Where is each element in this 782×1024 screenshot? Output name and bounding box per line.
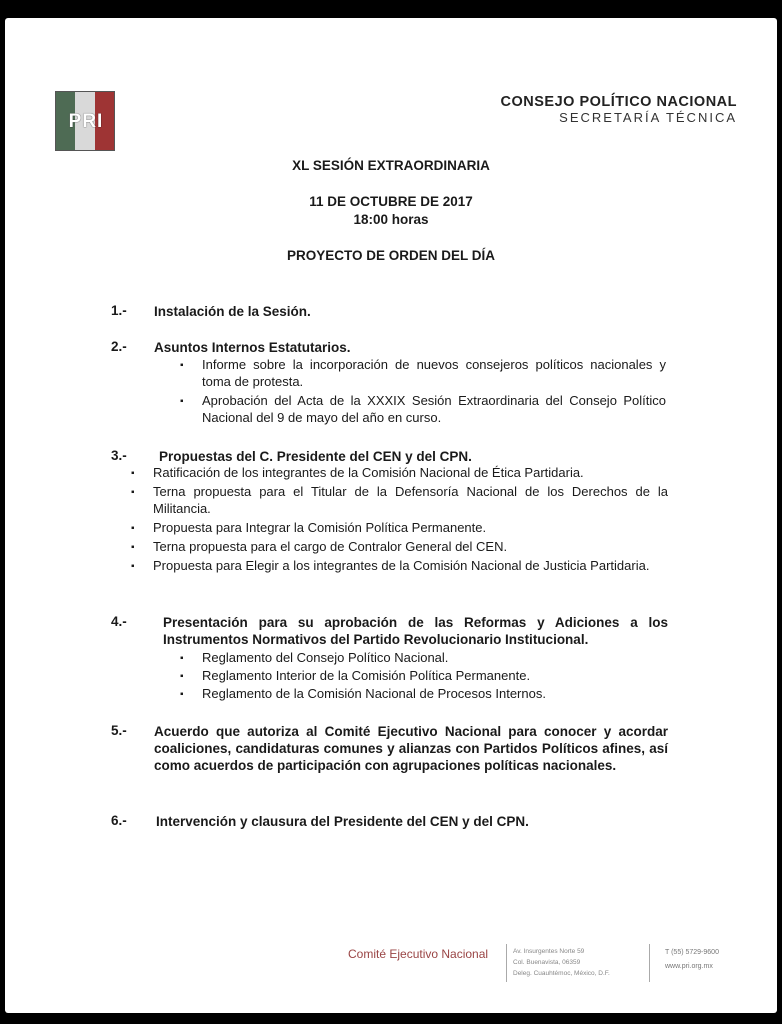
footer-phone: T (55) 5729-9600 (665, 949, 719, 956)
footer-address: Av. Insurgentes Norte 59 Col. Buenavista, 06359 Deleg. Cuauhtémoc, México, D.F. (513, 948, 610, 977)
footer-org: Comité Ejecutivo Nacional (348, 947, 489, 961)
list-item: ▪ Reglamento del Consejo Político Nacional. (180, 650, 668, 668)
list-item: ▪ Propuesta para Elegir a los integrantes de la Comisión Nacional de Justicia Partidaria. (131, 558, 668, 576)
bottom-black-bar (0, 1017, 782, 1024)
item-number: 3.- (111, 448, 127, 463)
item-number: 6.- (111, 813, 127, 828)
footer-website[interactable]: www.pri.org.mx (665, 963, 713, 970)
bullet-icon: ▪ (131, 468, 135, 479)
bullet-icon: ▪ (131, 523, 135, 534)
item-number: 5.- (111, 723, 127, 738)
item-title: Acuerdo que autoriza al Comité Ejecutivo Nacional para conocer y acordar coaliciones, candidaturas comunes y alianzas con Partidos Políticos afines, así como acuerdos de participación con agrupaciones políticas nacionales. (154, 724, 668, 773)
item-number: 2.- (111, 339, 127, 354)
bullet-icon: ▪ (180, 360, 184, 371)
list-item: ▪ Reglamento Interior de la Comisión Política Permanente. (180, 668, 668, 686)
item-title: Asuntos Internos Estatutarios. (154, 340, 351, 355)
bullet-icon: ▪ (180, 671, 184, 682)
session-time: 18:00 horas (353, 212, 429, 227)
list-item: ▪ Propuesta para Integrar la Comisión Política Permanente. (131, 520, 668, 538)
agenda-title: PROYECTO DE ORDEN DEL DÍA (286, 248, 496, 263)
item-number: 4.- (111, 614, 127, 629)
org-department: SECRETARÍA TÉCNICA (559, 110, 737, 125)
list-item: ▪ Reglamento de la Comisión Nacional de Procesos Internos. (180, 686, 668, 704)
list-item: ▪ Aprobación del Acta de la XXXIX Sesión Extraordinaria del Consejo Político Nacional del 9 de mayo del año en curso. (180, 393, 666, 425)
bullet-icon: ▪ (180, 653, 184, 664)
session-date: 11 DE OCTUBRE DE 2017 (309, 194, 473, 209)
item-title: Instalación de la Sesión. (154, 304, 311, 319)
list-item: ▪ Ratificación de los integrantes de la Comisión Nacional de Ética Partidaria. (131, 465, 668, 483)
bullet-icon: ▪ (131, 542, 135, 553)
item-number: 1.- (111, 303, 127, 318)
item-title: Intervención y clausura del Presidente del CEN y del CPN. (156, 814, 529, 829)
session-title: XL SESIÓN EXTRAORDINARIA (292, 158, 490, 173)
org-header (501, 94, 737, 125)
item-title: Presentación para su aprobación de las Reformas y Adiciones a los Instrumentos Normativos del Partido Revolucionario Institucional. (163, 615, 668, 647)
bullet-icon: ▪ (131, 561, 135, 572)
bullet-icon: ▪ (180, 396, 184, 407)
org-name: CONSEJO POLÍTICO NACIONAL (500, 94, 737, 110)
list-item: ▪ Terna propuesta para el cargo de Contralor General del CEN. (131, 539, 668, 557)
document-page (5, 18, 777, 1013)
bullet-icon: ▪ (131, 487, 135, 498)
top-black-bar (0, 0, 782, 14)
footer-divider (649, 944, 650, 982)
footer-divider (506, 944, 507, 982)
bullet-icon: ▪ (180, 689, 184, 700)
list-item: ▪ Terna propuesta para el Titular de la Defensoría Nacional de los Derechos de la Militancia. (131, 484, 668, 516)
footer-contact (665, 946, 719, 974)
pri-logo: PRI (55, 91, 115, 151)
list-item: ▪ Informe sobre la incorporación de nuevos consejeros políticos nacionales y toma de protesta. (180, 357, 666, 389)
item-title: Propuestas del C. Presidente del CEN y del CPN. (159, 449, 472, 464)
